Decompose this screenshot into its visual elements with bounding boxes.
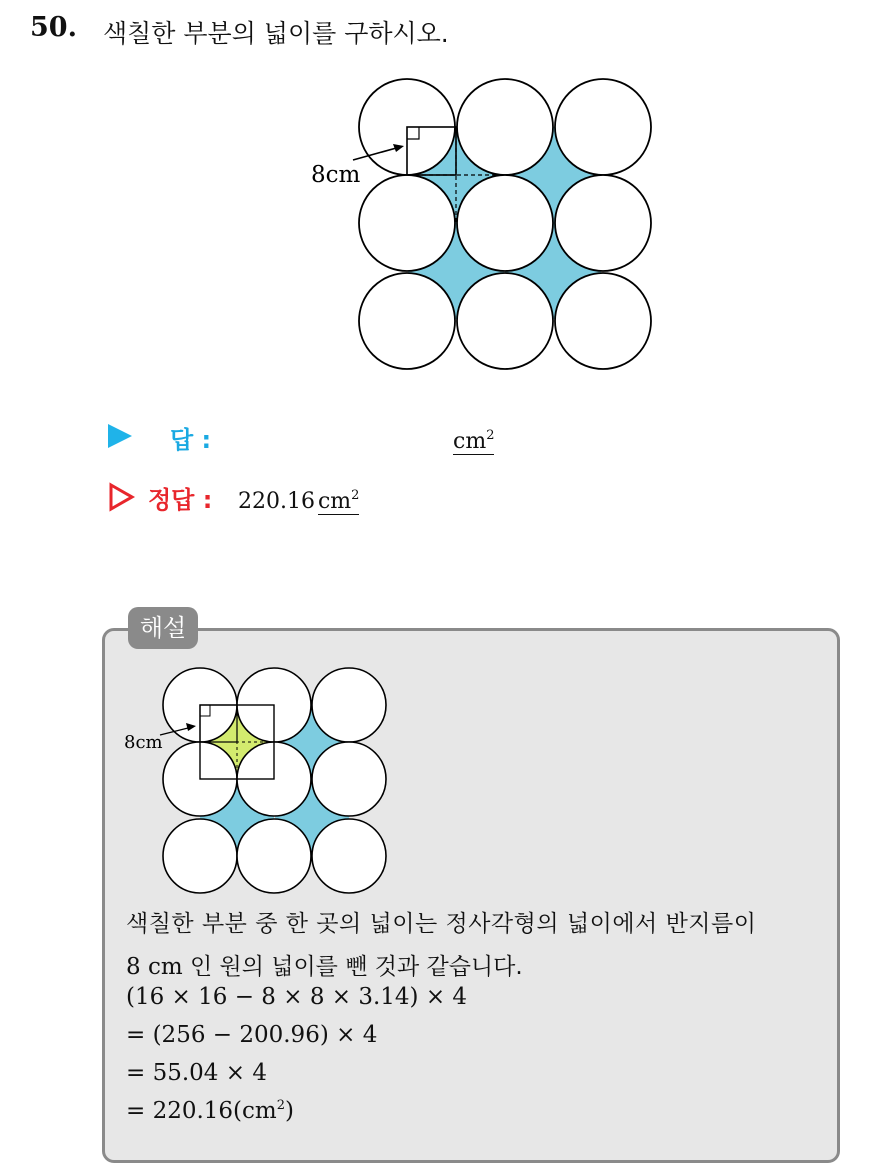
explanation-line-1: 색칠한 부분 중 한 곳의 넓이는 정사각형의 넓이에서 반지름이 (126, 911, 757, 937)
answer-unit: $cm^2$ (453, 424, 494, 455)
explanation-figure (120, 665, 400, 900)
explanation-line-3: (16 × 16 − 8 × 8 × 3.14) × 4 (126, 984, 468, 1010)
correct-answer-row (108, 480, 628, 516)
outline-triangle-icon (108, 482, 136, 512)
explanation-tab: 해설 (128, 607, 198, 649)
correct-answer-value: 220.16 $cm^2$ (238, 488, 360, 514)
question-number: 50. (30, 12, 77, 43)
circle-grid-figure (300, 70, 670, 380)
circles (359, 79, 651, 369)
play-triangle-icon (108, 424, 132, 448)
explanation-line-2: 8 cm 인 원의 넓이를 뺀 것과 같습니다. (126, 954, 523, 980)
explanation-line-5: = 55.04 × 4 (126, 1060, 267, 1086)
answer-row (108, 420, 628, 456)
answer-label: 답 : (170, 426, 212, 454)
explanation-line-4: = (256 − 200.96) × 4 (126, 1022, 378, 1048)
explanation-line-6: = $220.16(cm^2)$ (126, 1098, 295, 1124)
radius-label: 8cm (124, 732, 163, 753)
question-text: 색칠한 부분의 넓이를 구하시오. (103, 19, 449, 48)
radius-label: 8cm (311, 162, 361, 188)
circles (163, 668, 386, 893)
correct-answer-label: 정답 : (148, 486, 213, 514)
